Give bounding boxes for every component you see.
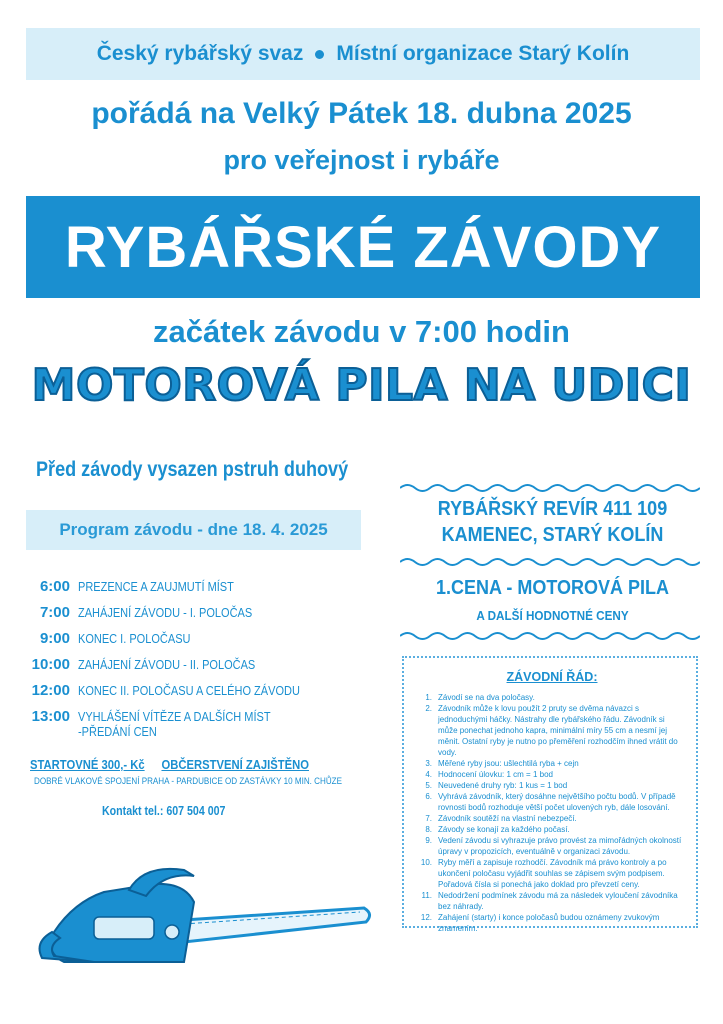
chainsaw-icon — [34, 862, 374, 972]
schedule-time: 10:00 — [31, 656, 70, 673]
fishing-ground-name: RYBÁŘSKÝ REVÍR 411 109 — [437, 498, 668, 520]
fishing-ground-location: KAMENEC, STARÝ KOLÍN — [441, 524, 664, 546]
rule-text: Hodnocení úlovku: 1 cm = 1 bod — [438, 770, 553, 779]
rule-number: 5. — [425, 781, 432, 790]
rule-text: Závodí se na dva poločasy. — [438, 693, 535, 702]
rule-text: Vedení závodu si vyhrazuje právo provést za mimořádných okolností úpravy v propozicích, eventuálně v organizaci závodu. — [438, 836, 682, 856]
page-title: RYBÁŘSKÉ ZÁVODY — [64, 214, 662, 280]
schedule-text-line: VYHLÁŠENÍ VÍTĚZE A DALŠÍCH MÍST — [78, 710, 271, 724]
rule-item — [418, 857, 686, 890]
wave-divider — [400, 556, 700, 568]
schedule-text: KONEC II. POLOČASU A CELÉHO ZÁVODU — [78, 684, 300, 698]
event-date: pořádá na Velký Pátek 18. dubna 2025 — [91, 97, 632, 130]
rule-item — [418, 703, 686, 758]
bullet-dot — [315, 50, 324, 59]
schedule-row — [30, 604, 360, 630]
schedule-row — [30, 682, 360, 708]
schedule-time: 12:00 — [31, 682, 70, 699]
schedule-time: 6:00 — [39, 578, 70, 595]
rule-text: Závody se konají za každého počasí. — [438, 825, 570, 834]
rule-text: Ryby měří a zapisuje rozhodčí. Závodník má právo kontroly a po ukončení poločasu vyjádřit souhlas se zápisem svým podpisem. Pořadová čísla si ponechá jako doklad pro převzetí ceny. — [438, 858, 667, 889]
schedule-text — [78, 708, 271, 740]
start-time: začátek závodu v 7:00 hodin — [153, 314, 570, 349]
wave-divider — [400, 630, 700, 642]
rule-number: 10. — [420, 858, 432, 867]
train-note: DOBRÉ VLAKOVÉ SPOJENÍ PRAHA - PARDUBICE OD ZASTÁVKY 10 MIN. CHŮZE — [34, 776, 342, 787]
rule-text: Zahájení (starty) i konce poločasů budou oznámeny zvukovým znamením. — [438, 913, 660, 933]
schedule-text: ZAHÁJENÍ ZÁVODU - II. POLOČAS — [78, 658, 256, 672]
rule-text: Vyhrává závodník, který dosáhne největšího počtu bodů. V případě rovnosti bodů rozhoduje větší počet ulovených ryb, dále losování. — [438, 792, 676, 812]
rule-item — [418, 780, 686, 791]
audience-line: pro veřejnost i rybáře — [223, 145, 500, 175]
fishing-ground — [415, 496, 690, 548]
schedule-text: PREZENCE A ZAUJMUTÍ MÍST — [78, 580, 234, 594]
rule-item — [418, 769, 686, 780]
rule-text: Nedodržení podmínek závodu má za následek vyloučení závodníka bez náhrady. — [438, 891, 678, 911]
rule-number: 1. — [425, 693, 432, 702]
rule-item — [418, 890, 686, 912]
rule-text: Měřené ryby jsou: ušlechtilá ryba + cejn — [438, 759, 579, 768]
rule-number: 3. — [425, 759, 432, 768]
entry-fee: STARTOVNÉ 300,- Kč — [30, 758, 145, 772]
rules-title: ZÁVODNÍ ŘÁD: — [506, 670, 598, 684]
rule-text: Závodník soutěží na vlastní nebezpečí. — [438, 814, 577, 823]
rule-item — [418, 692, 686, 703]
rule-number: 2. — [425, 704, 432, 713]
rule-item — [418, 813, 686, 824]
contact-phone: Kontakt tel.: 607 504 007 — [102, 804, 226, 818]
schedule-time: 9:00 — [39, 630, 70, 647]
rule-item — [418, 758, 686, 769]
rule-number: 4. — [425, 770, 432, 779]
rule-text: Závodník může k lovu použít 2 pruty se dvěma návazci s jednoduchými háčky. Nástrahy dle rybářského řádu. Závodník si může ponechat jednoho kapra, minimální míry 55 cm a nesmí jej měnit. Ostatní ryby je nutno po přeměření rozhodčím ihned vrátit do vody. — [438, 704, 678, 757]
schedule-time: 13:00 — [31, 708, 70, 725]
rules-list — [418, 692, 686, 934]
trout-note: Před závody vysazen pstruh duhový — [36, 458, 349, 481]
rule-number: 7. — [425, 814, 432, 823]
program-title: Program závodu - dne 18. 4. 2025 — [59, 520, 328, 539]
rule-number: 8. — [425, 825, 432, 834]
wave-divider — [400, 482, 700, 494]
org-name: Český rybářský svaz — [96, 42, 304, 65]
rules-box — [402, 656, 698, 933]
rule-item — [418, 835, 686, 857]
schedule-time: 7:00 — [39, 604, 70, 621]
rule-item — [418, 791, 686, 813]
subtitle: MOTOROVÁ PILA NA UDICI — [31, 360, 692, 411]
schedule-text: KONEC I. POLOČASU — [78, 632, 191, 646]
rule-number: 9. — [425, 836, 432, 845]
schedule-row — [30, 630, 360, 656]
schedule-text-line: -PŘEDÁNÍ CEN — [78, 725, 157, 739]
rule-text: Neuvedené druhy ryb: 1 kus = 1 bod — [438, 781, 568, 790]
rule-item — [418, 824, 686, 835]
other-prizes: A DALŠÍ HODNOTNÉ CENY — [476, 608, 629, 623]
refreshments-note: OBČERSTVENÍ ZAJIŠTĚNO — [161, 758, 309, 772]
rule-number: 12. — [420, 913, 432, 922]
schedule — [30, 578, 360, 752]
rule-number: 11. — [421, 891, 432, 900]
schedule-row — [30, 656, 360, 682]
schedule-text: ZAHÁJENÍ ZÁVODU - I. POLOČAS — [78, 606, 253, 620]
local-org-name: Místní organizace Starý Kolín — [336, 42, 630, 65]
schedule-row — [30, 708, 360, 752]
first-prize: 1.CENA - MOTOROVÁ PILA — [435, 577, 670, 599]
rule-item — [418, 912, 686, 934]
program-band — [26, 510, 361, 550]
rule-number: 6. — [425, 792, 432, 801]
title-band — [26, 196, 700, 298]
organizer-band — [26, 28, 700, 80]
fee-row — [30, 758, 309, 772]
schedule-row — [30, 578, 360, 604]
